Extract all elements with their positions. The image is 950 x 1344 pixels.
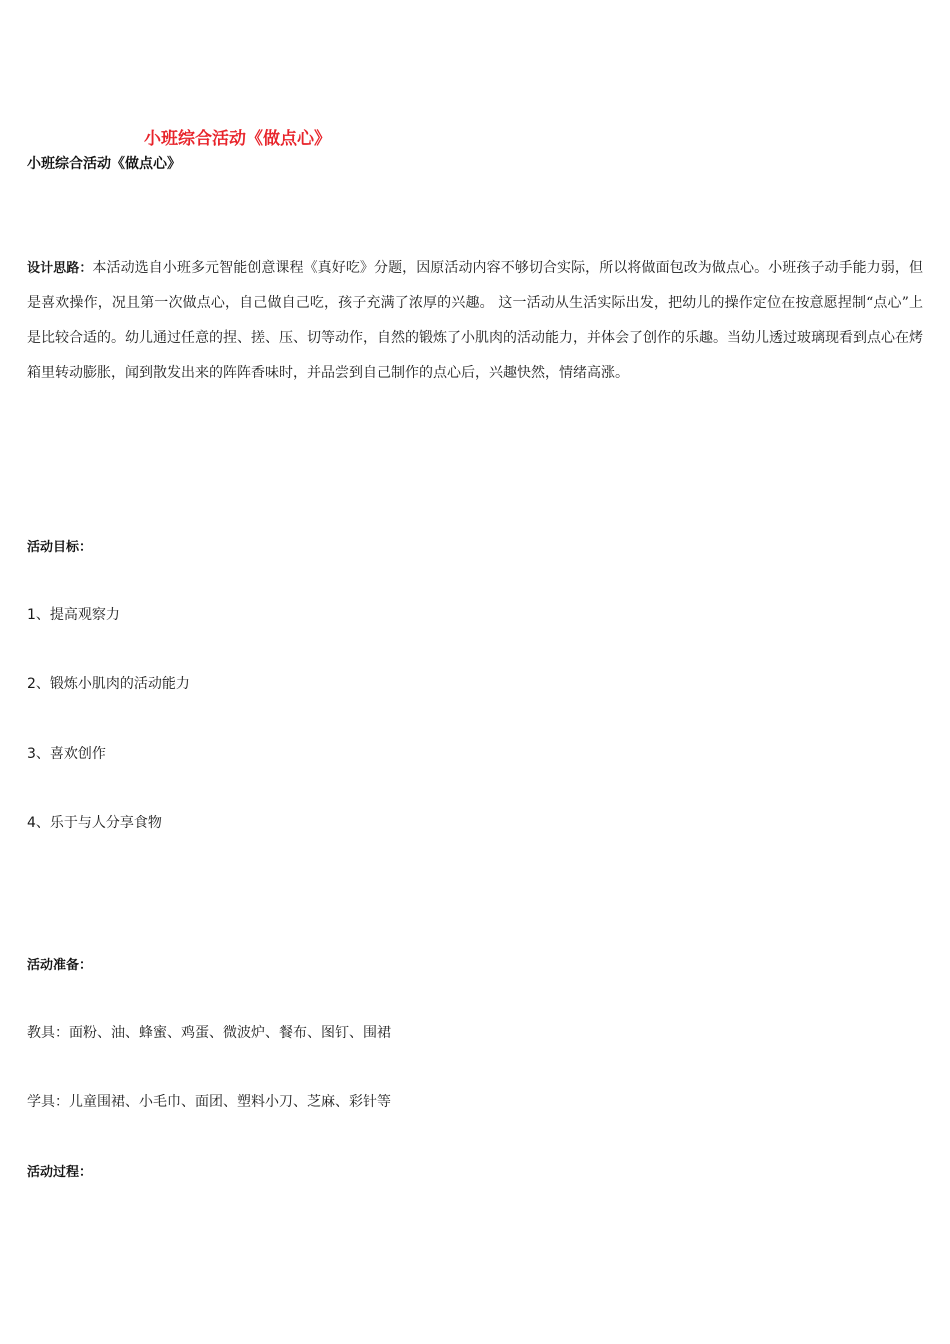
prep-heading: 活动准备： [27,958,93,973]
goal-text: 、乐于与人分享食物 [35,815,162,831]
document-subtitle: 小班综合活动《做点心》 [27,156,181,172]
goal-number: 1 [27,607,36,623]
process-heading: 活动过程： [27,1165,93,1180]
design-text: 本活动选自小班多元智能创意课程《真好吃》分题，因原活动内容不够切合实际，所以将做面包改为做点心。小班孩子动手能力弱，但是喜欢操作，况且第一次做点心，自己做自己吃，孩子充满了浓厚的兴趣。 这一活动从生活实际出发，把幼儿的操作定位在按意愿捏制“点心”上是比较合适的。幼儿通过任意的捏、搓、压、切等动作，自然的锻炼了小肌肉的活动能力，并体会了创作的乐趣。当幼儿透过玻璃现看到点心在烤箱里转动膨胀，闻到散发出来的阵阵香味时，并品尝到自己制作的点心后，兴趣快然，情绪高涨。 [27,260,923,381]
goal-number: 4 [27,815,36,831]
goal-text: 、提高观察力 [35,607,120,623]
design-paragraph [27,251,923,391]
goal-text: 、喜欢创作 [35,746,106,762]
goal-text: 、锻炼小肌肉的活动能力 [35,676,190,692]
goal-number: 2 [27,676,36,692]
goal-item [27,604,120,624]
teacher-tools-line: 教具：面粉、油、蜂蜜、鸡蛋、微波炉、餐布、图钉、围裙 [27,1025,391,1041]
goal-number: 3 [27,746,36,762]
goals-heading: 活动目标： [27,540,93,555]
goal-item [27,743,106,763]
goal-item [27,812,162,832]
design-label: 设计思路： [27,261,93,276]
student-tools-line: 学具：儿童围裙、小毛巾、面团、塑料小刀、芝麻、彩针等 [27,1094,391,1110]
goal-item [27,673,190,693]
document-title: 小班综合活动《做点心》 [144,129,331,149]
